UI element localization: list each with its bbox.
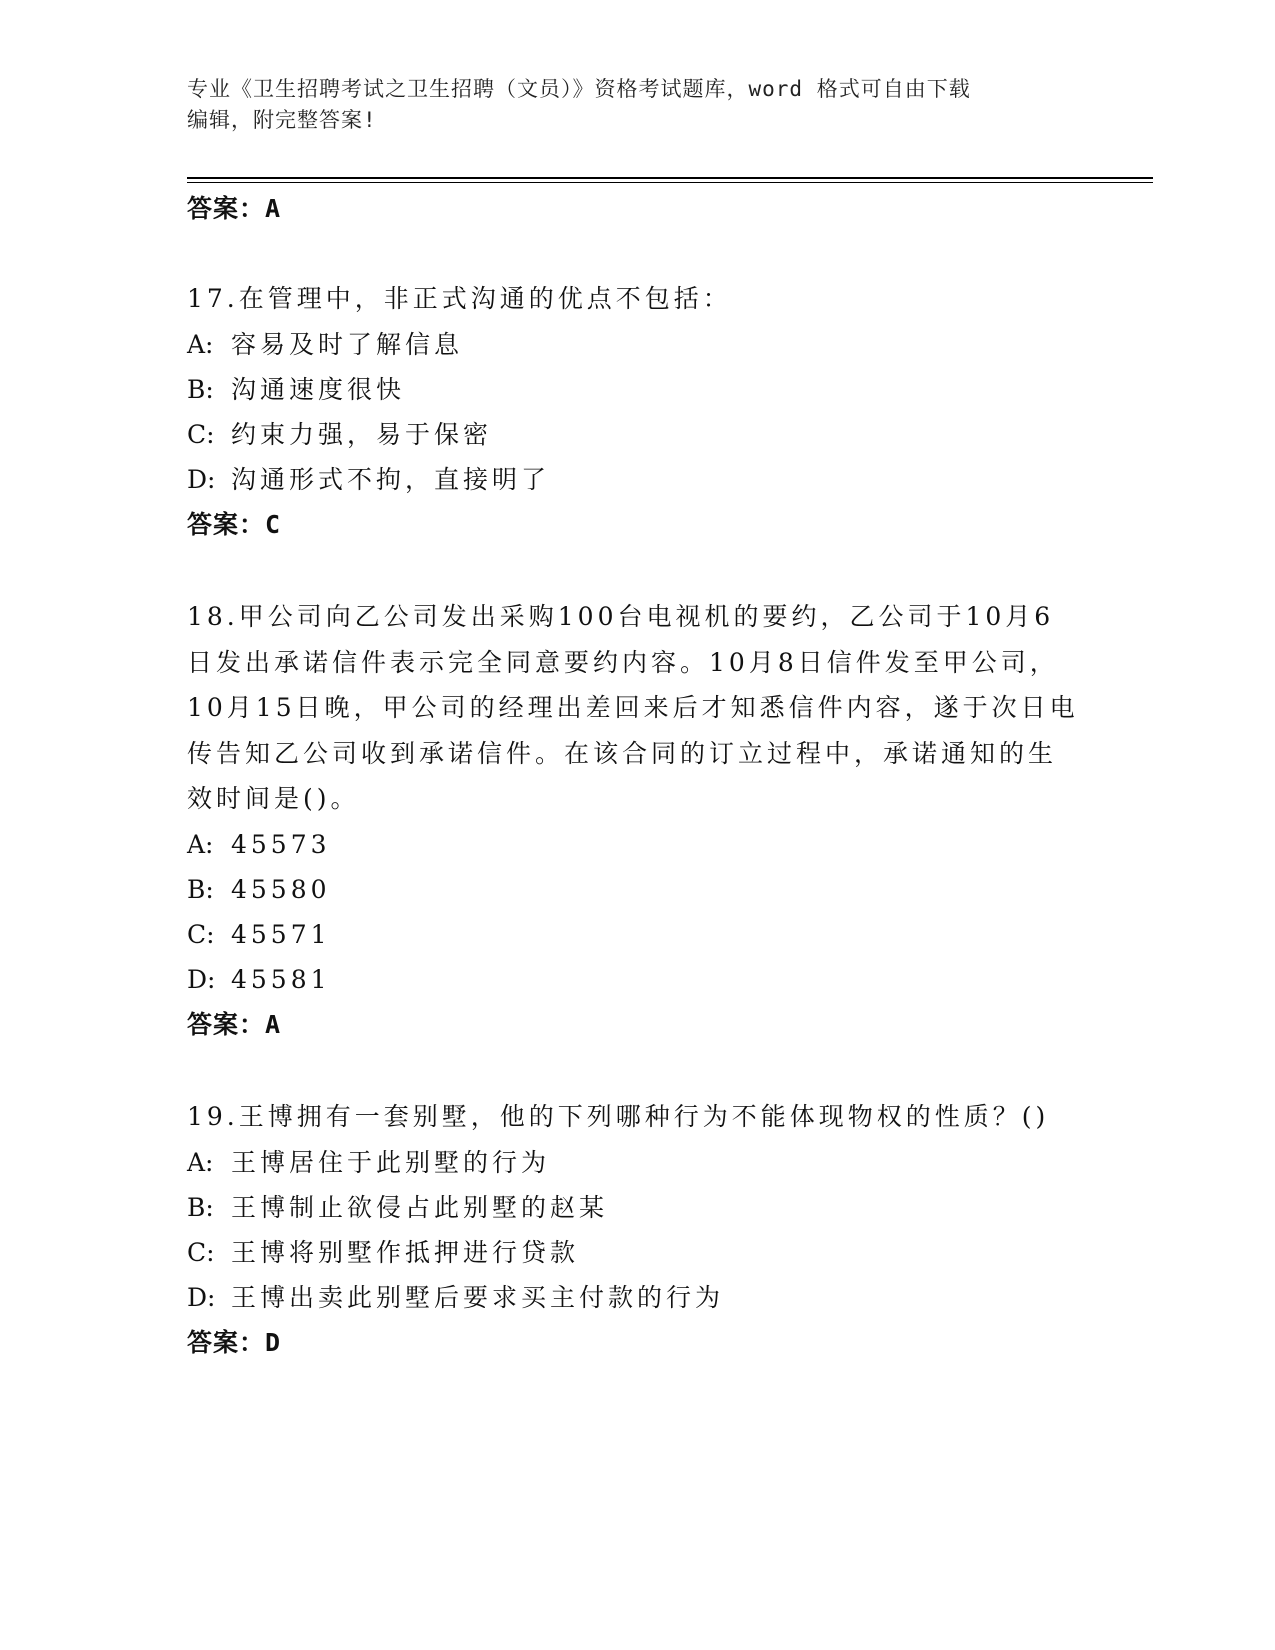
option-c: [187, 912, 1087, 957]
question-19: [187, 1094, 1087, 1365]
option-label: C:: [187, 419, 215, 449]
header-line-1: 专业《卫生招聘考试之卫生招聘（文员）》资格考试题库，word 格式可自由下载: [187, 77, 971, 101]
question-stem-line: 日发出承诺信件表示完全同意要约内容。10月8日信件发至甲公司，: [187, 647, 1059, 677]
option-label: D:: [187, 464, 216, 494]
option-label: B:: [187, 374, 214, 404]
question-stem-line: 10月15日晚，甲公司的经理出差回来后才知悉信件内容，遂于次日电: [187, 693, 1079, 722]
option-text: 45580: [231, 874, 331, 904]
option-d: [187, 957, 1087, 1002]
question-stem-line: 19.王博拥有一套别墅，他的下列哪种行为不能体现物权的性质？(): [187, 1102, 1050, 1131]
option-label: A:: [187, 329, 214, 359]
document-header: [187, 74, 1067, 136]
option-label: D:: [187, 964, 216, 994]
option-b: [187, 867, 1087, 912]
question-stem-line: 18.甲公司向乙公司发出采购100台电视机的要约，乙公司于10月6: [187, 602, 1055, 631]
option-text: 45573: [231, 829, 331, 859]
option-b: [187, 367, 1087, 412]
option-label: C:: [187, 919, 215, 949]
option-text: 王博居住于此别墅的行为: [231, 1147, 551, 1177]
option-d: [187, 1275, 1087, 1320]
option-label: A:: [187, 1147, 214, 1177]
option-label: C:: [187, 1237, 215, 1267]
option-label: B:: [187, 874, 214, 904]
option-text: 容易及时了解信息: [231, 329, 464, 359]
header-divider-thin: [187, 182, 1153, 183]
option-text: 王博将别墅作抵押进行贷款: [231, 1237, 580, 1267]
option-c: [187, 412, 1087, 457]
header-divider-thick: [187, 177, 1153, 179]
answer: 答案：D: [187, 1327, 282, 1357]
option-d: [187, 457, 1087, 502]
question-stem-line: 17.在管理中，非正式沟通的优点不包括：: [187, 284, 732, 313]
option-text: 45571: [231, 919, 331, 949]
option-a: [187, 322, 1087, 367]
question-18: [187, 594, 1087, 1047]
question-stem-line: 效时间是()。: [187, 784, 360, 813]
question-stem-line: 传告知乙公司收到承诺信件。在该合同的订立过程中，承诺通知的生: [187, 738, 1058, 768]
option-text: 王博制止欲侵占此别墅的赵某: [231, 1192, 609, 1222]
option-a: [187, 1140, 1087, 1185]
answer: 答案：C: [187, 509, 282, 539]
option-text: 沟通形式不拘，直接明了: [231, 464, 551, 494]
previous-answer: 答案：A: [187, 194, 282, 223]
option-label: D:: [187, 1282, 216, 1312]
option-b: [187, 1185, 1087, 1230]
option-label: A:: [187, 829, 214, 859]
answer: 答案：A: [187, 1009, 282, 1039]
option-text: 沟通速度很快: [231, 374, 406, 404]
previous-answer-block: [187, 186, 1087, 231]
option-label: B:: [187, 1192, 214, 1222]
question-17: [187, 276, 1087, 547]
option-c: [187, 1230, 1087, 1275]
option-a: [187, 822, 1087, 867]
option-text: 王博出卖此别墅后要求买主付款的行为: [231, 1282, 725, 1312]
option-text: 45581: [231, 964, 331, 994]
header-line-2: 编辑，附完整答案!: [187, 108, 377, 132]
option-text: 约束力强，易于保密: [231, 419, 493, 449]
